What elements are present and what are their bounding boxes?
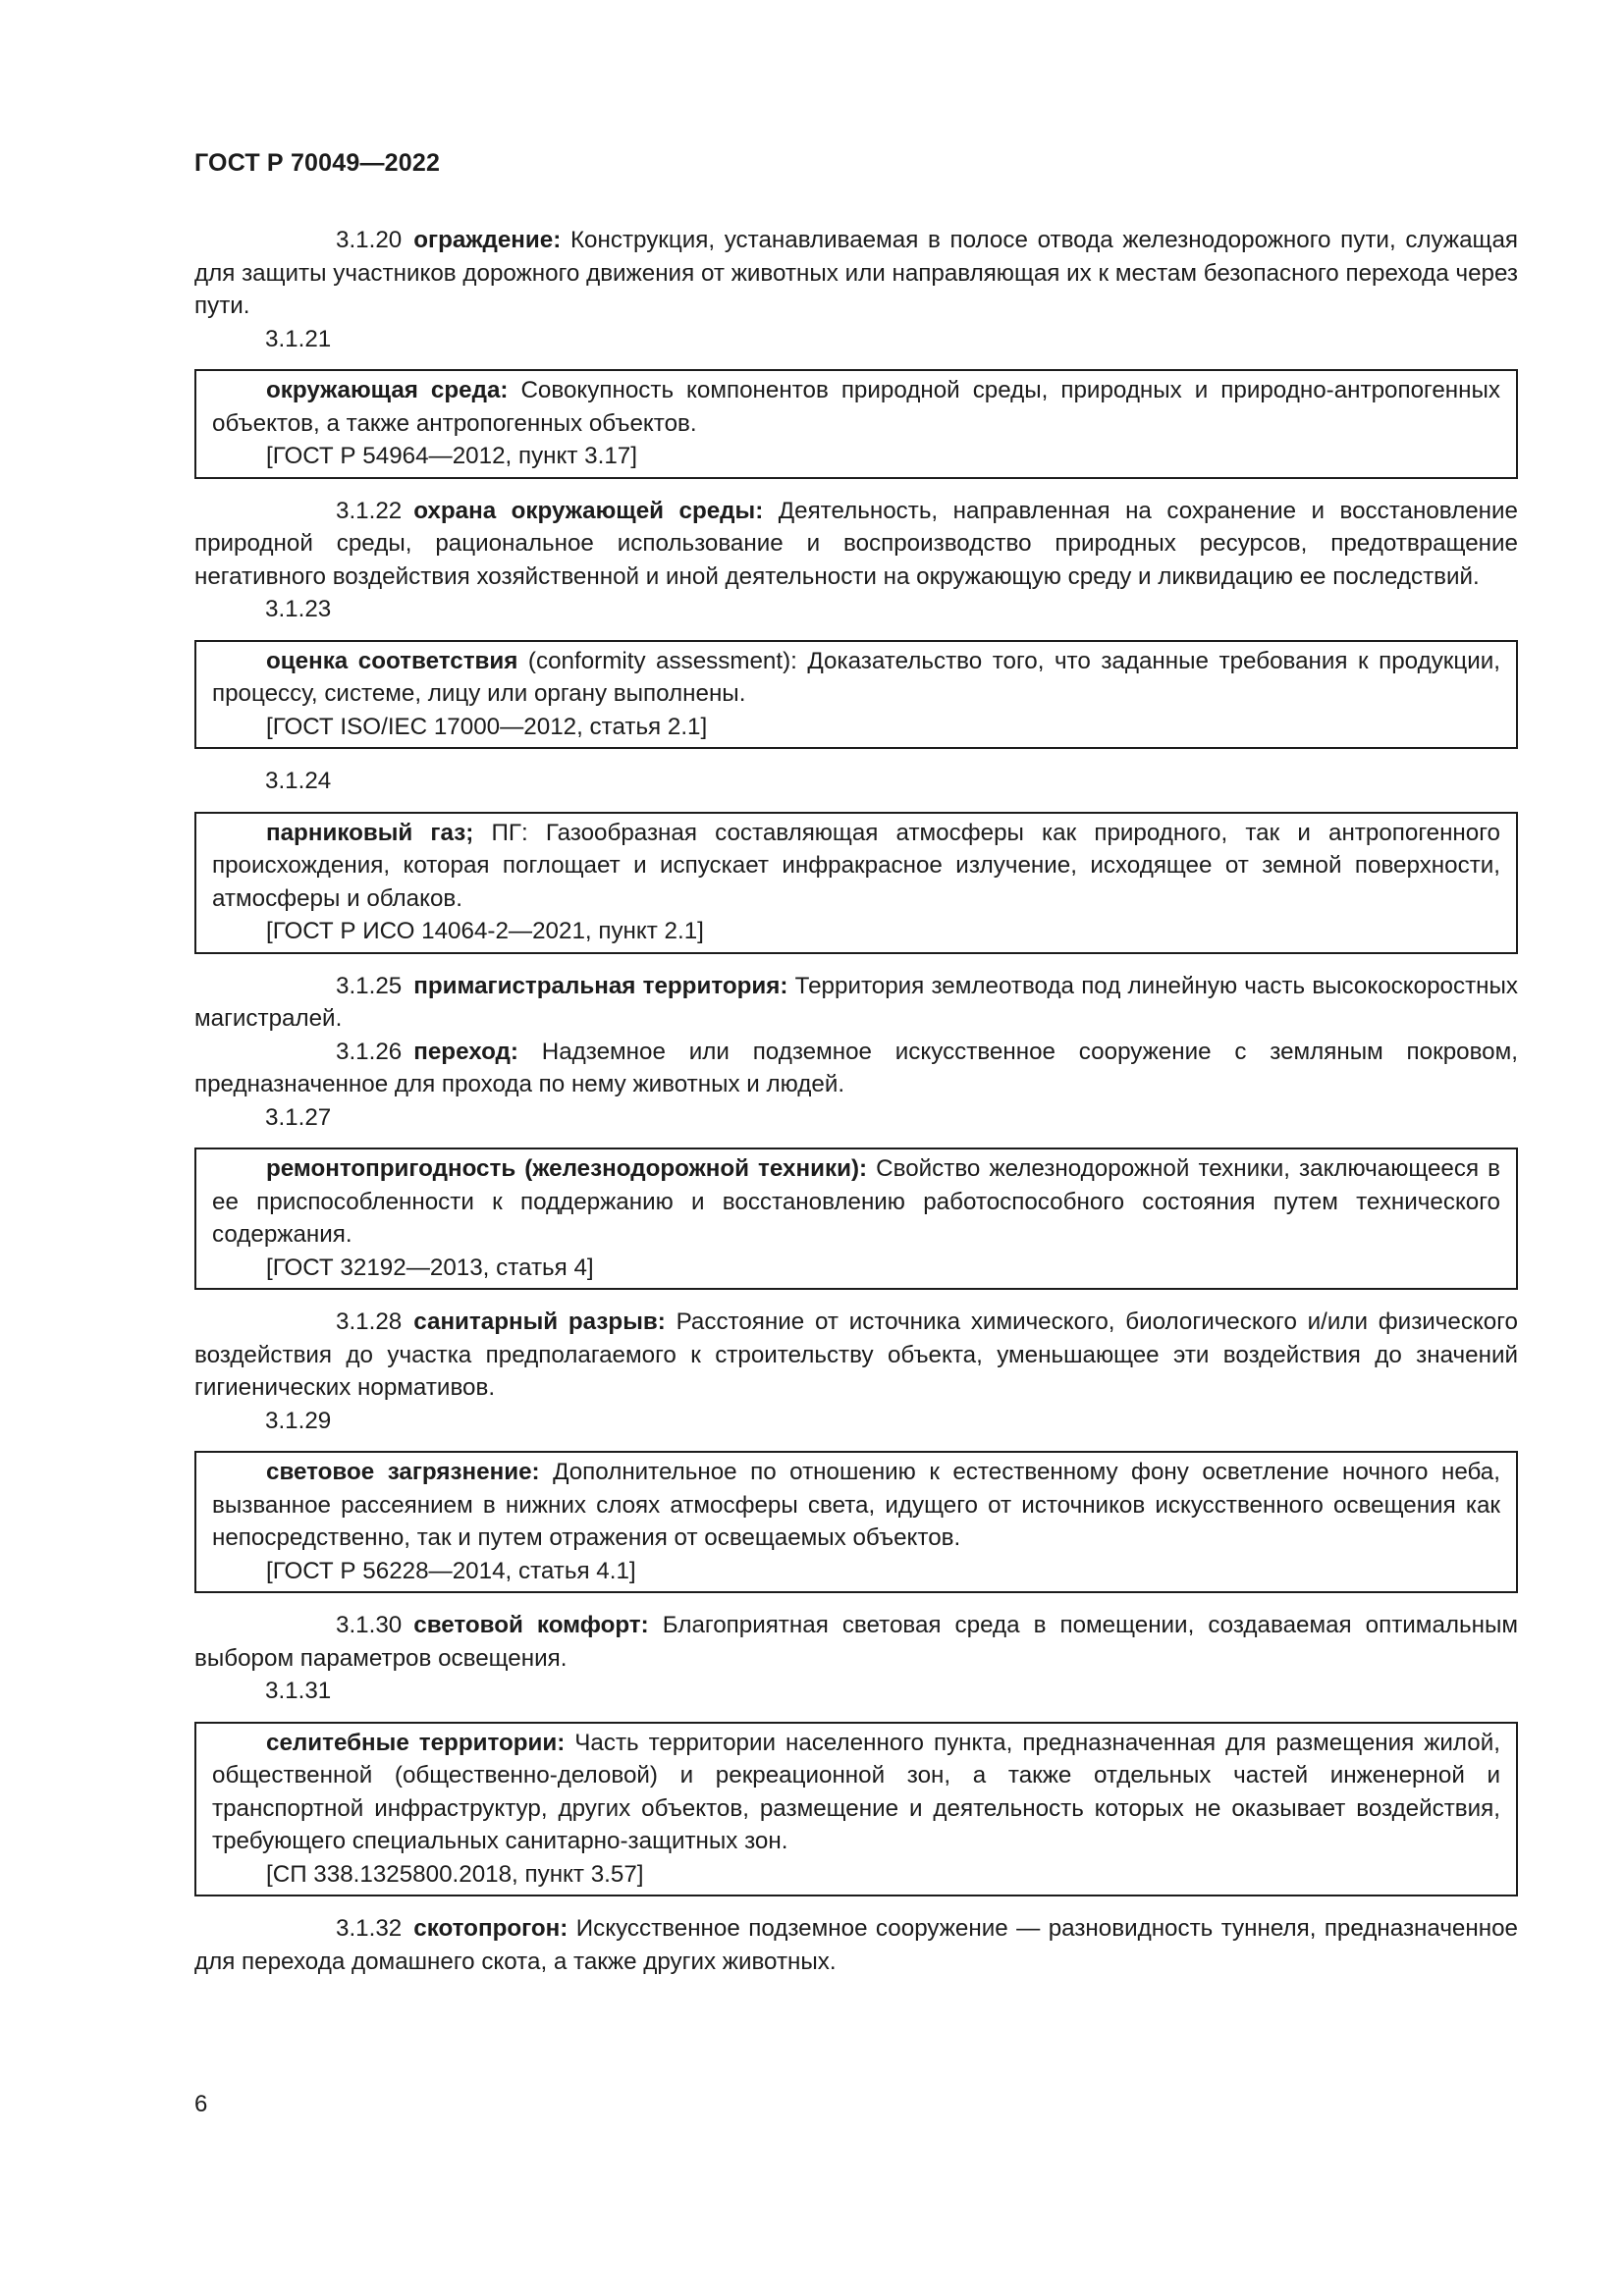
term-number: 3.1.25 [336,972,403,999]
term-box-3-1-23 [194,640,1518,750]
term-name: ограждение: [413,227,562,253]
source-reference: [ГОСТ ISO/IEC 17000—2012, статья 2.1] [266,713,708,740]
term-definition: Надземное или подземное искусственное сооружение с земляным покровом, предназначенное для прохода по нему животных и людей. [194,1038,1518,1097]
boxed-definition [212,1152,1500,1252]
source-reference: [ГОСТ Р 54964—2012, пункт 3.17] [266,443,637,469]
source-reference: [ГОСТ Р 56228—2014, статья 4.1] [266,1557,636,1584]
term-name: переход: [413,1038,518,1065]
term-box-3-1-24 [194,812,1518,954]
source-reference: [ГОСТ 32192—2013, статья 4] [266,1254,594,1281]
term-definition: Территория землеотвода под линейную часть высокоскоростных магистралей. [194,972,1518,1032]
term-name: примагистральная территория: [413,972,788,999]
term-entry-3-1-20 [194,224,1518,323]
term-definition: ПГ: Газообразная составляющая атмосферы как природного, так и антропогенного происхождения, которая поглощает и испускает инфракрасное излучение, исходящее от земной поверхности, атмосферы и облаков. [212,819,1500,912]
term-name: световое загрязнение: [266,1459,540,1485]
term-name: световой комфорт: [413,1612,649,1638]
term-entry-3-1-28 [194,1306,1518,1405]
term-name: ремонтопригодность (железнодорожной техники): [266,1155,868,1182]
term-number-3-1-21: 3.1.21 [265,325,332,352]
boxed-definition [212,1727,1500,1858]
term-number: 3.1.30 [336,1612,403,1638]
term-number-3-1-29: 3.1.29 [265,1407,332,1434]
term-box-3-1-21 [194,369,1518,479]
term-entry-3-1-30 [194,1609,1518,1675]
term-definition: Часть территории населенного пункта, предназначенная для размещения жилой, общественной (общественно-деловой) и рекреационной зон, а также отдельных частей инженерной и транспортной инфраструктур, других объектов, размещение и деятельность которых не оказывает воздействия, требующего специальных санитарно-защитных зон. [212,1729,1500,1854]
term-definition: Свойство железнодорожной техники, заключающееся в ее приспособленности к поддержанию и восстановлению работоспособного состояния путем технического содержания. [212,1155,1500,1248]
term-definition: Расстояние от источника химического, биологического и/или физического воздействия до участка предполагаемого к строительству объекта, уменьшающее эти воздействия до значений гигиенических нормативов. [194,1308,1518,1401]
term-definition: (conformity assessment): Доказательство того, что заданные требования к продукции, процессу, системе, лицу или органу выполнены. [212,647,1500,707]
term-name: охрана окружающей среды: [413,497,764,524]
boxed-definition [212,645,1500,711]
terms-section [194,224,1518,1978]
term-entry-3-1-26 [194,1036,1518,1101]
document-code-header: ГОСТ Р 70049—2022 [194,149,441,177]
term-name: скотопрогон: [413,1915,568,1942]
term-number: 3.1.32 [336,1915,403,1942]
term-number-3-1-24: 3.1.24 [265,768,332,794]
term-definition: Деятельность, направленная на сохранение и восстановление природной среды, рациональное использование и воспроизводство природных ресурсов, предотвращение негативного воздействия хозяйственной и иной деятельности на окружающую среду и ликвидацию ее последствий. [194,497,1518,590]
term-definition: Совокупность компонентов природной среды, природных и природно-антропогенных объектов, а также антропогенных объектов. [212,377,1500,437]
term-entry-3-1-25 [194,970,1518,1036]
term-definition: Конструкция, устанавливаемая в полосе отвода железнодорожного пути, служащая для защиты участников дорожного движения от животных или направляющая их к местам безопасного перехода через пути. [194,227,1518,319]
term-number-3-1-23: 3.1.23 [265,596,332,622]
term-number: 3.1.28 [336,1308,403,1335]
term-number: 3.1.22 [336,497,403,524]
boxed-definition [212,374,1500,440]
term-name: окружающая среда: [266,377,509,403]
term-entry-3-1-32 [194,1912,1518,1978]
term-box-3-1-27 [194,1148,1518,1290]
term-name: парниковый газ; [266,819,474,846]
term-number-3-1-31: 3.1.31 [265,1678,332,1704]
page-number: 6 [194,2091,208,2117]
term-definition: Дополнительное по отношению к естественному фону осветление ночного неба, вызванное рассеянием в нижних слоях атмосферы света, идущего от источников искусственного освещения как непосредственно, так и путем отражения от освещаемых объектов. [212,1459,1500,1551]
term-name: оценка соответствия [266,647,518,674]
term-number: 3.1.26 [336,1038,403,1065]
term-box-3-1-29 [194,1451,1518,1593]
term-definition: Благоприятная световая среда в помещении, создаваемая оптимальным выбором параметров освещения. [194,1612,1518,1672]
boxed-definition [212,817,1500,916]
term-definition: Искусственное подземное сооружение — разновидность туннеля, предназначенное для перехода домашнего скота, а также других животных. [194,1915,1518,1975]
term-box-3-1-31 [194,1722,1518,1897]
term-number-3-1-27: 3.1.27 [265,1103,332,1131]
term-number: 3.1.20 [336,227,403,253]
term-name: селитебные территории: [266,1729,566,1756]
source-reference: [ГОСТ Р ИСО 14064-2—2021, пункт 2.1] [266,918,704,944]
term-entry-3-1-22 [194,495,1518,594]
term-name: санитарный разрыв: [413,1308,666,1335]
boxed-definition [212,1456,1500,1555]
source-reference: [СП 338.1325800.2018, пункт 3.57] [266,1860,644,1888]
